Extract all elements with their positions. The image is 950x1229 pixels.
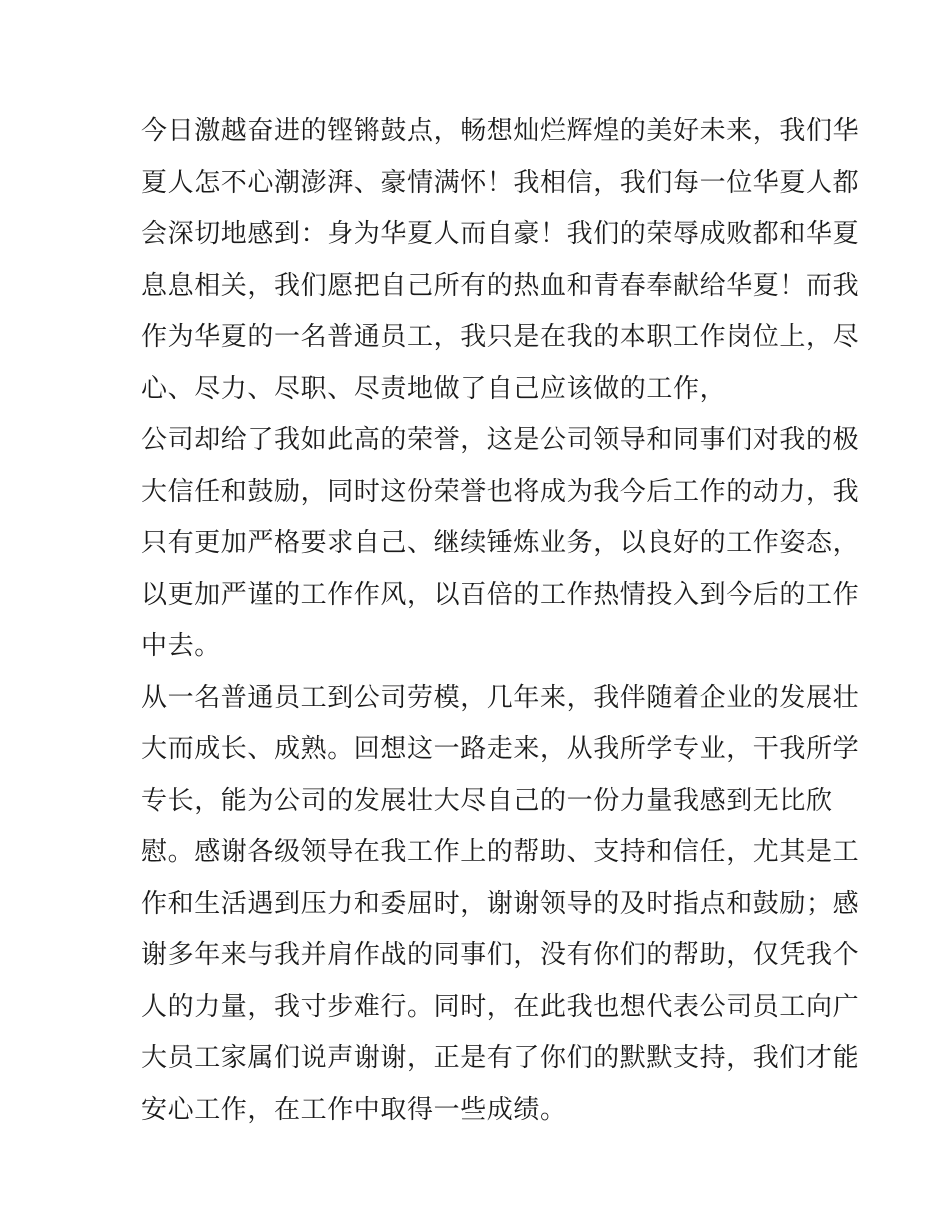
text-line-17: 谢多年来与我并肩作战的同事们，没有你们的帮助，仅凭我个	[141, 940, 860, 970]
text-line-13: 大而成长、成熟。回想这一路走来，从我所学专业，干我所学	[141, 734, 860, 764]
text-line-19: 大员工家属们说声谢谢，正是有了你们的默默支持，我们才能	[141, 1043, 860, 1073]
text-line-12: 从一名普通员工到公司劳模，几年来，我伴随着企业的发展壮	[141, 682, 860, 713]
text-line-11: 中去。	[141, 631, 221, 661]
text-line-18: 人的力量，我寸步难行。同时，在此我也想代表公司员工向广	[141, 991, 860, 1022]
text-line-5: 作为华夏的一名普通员工，我只是在我的本职工作岗位上，尽	[141, 322, 860, 352]
text-line-8: 大信任和鼓励，同时这份荣誉也将成为我今后工作的动力，我	[141, 476, 860, 507]
text-line-14: 专长，能为公司的发展壮大尽自己的一份力量我感到无比欣	[141, 785, 833, 816]
text-line-15: 慰。感谢各级领导在我工作上的帮助、支持和信任，尤其是工	[141, 837, 860, 867]
text-line-16: 作和生活遇到压力和委屈时，谢谢领导的及时指点和鼓励；感	[141, 888, 860, 919]
text-line-9: 只有更加严格要求自己、继续锤炼业务，以良好的工作姿态，	[141, 528, 860, 558]
text-line-20: 安心工作，在工作中取得一些成绩。	[141, 1094, 567, 1125]
text-line-2: 夏人怎不心潮澎湃、豪情满怀！我相信，我们每一位华夏人都	[141, 167, 860, 198]
text-line-10: 以更加严谨的工作作风，以百倍的工作热情投入到今后的工作	[141, 579, 860, 610]
text-line-1: 今日激越奋进的铿锵鼓点，畅想灿烂辉煌的美好未来，我们华	[141, 116, 860, 146]
text-line-4: 息息相关，我们愿把自己所有的热血和青春奉献给华夏！而我	[141, 270, 860, 301]
text-line-6: 心、尽力、尽职、尽责地做了自己应该做的工作，	[141, 373, 727, 404]
text-line-3: 会深切地感到：身为华夏人而自豪！我们的荣辱成败都和华夏	[141, 219, 860, 249]
document-body	[141, 106, 860, 1136]
text-line-7: 公司却给了我如此高的荣誉，这是公司领导和同事们对我的极	[141, 425, 860, 455]
